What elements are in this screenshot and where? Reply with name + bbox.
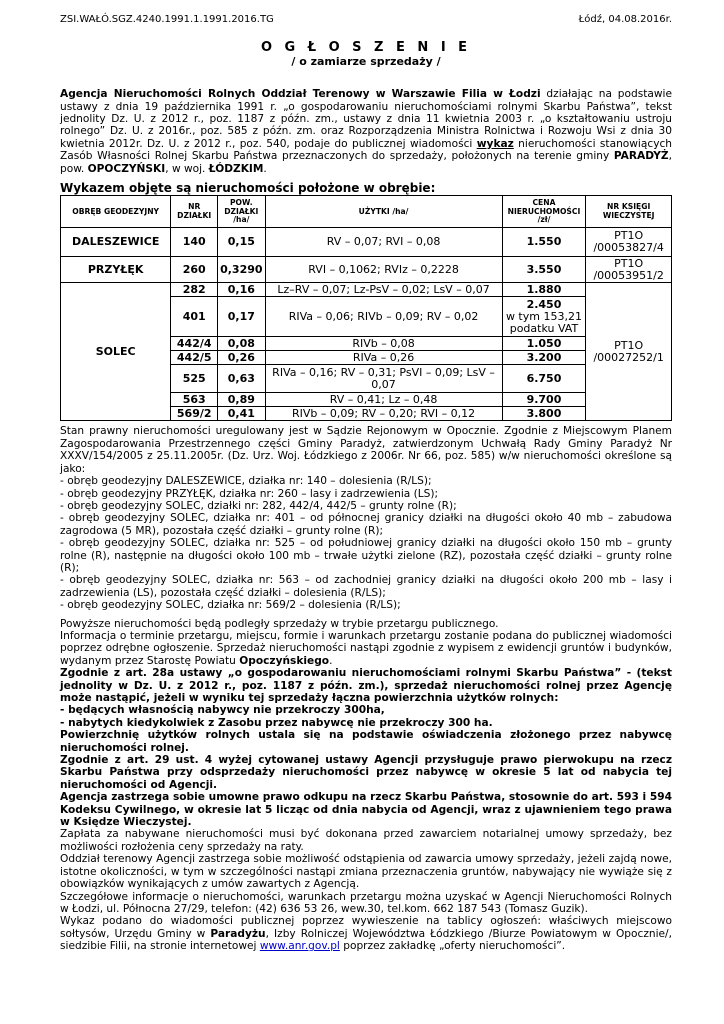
price: 3.200 — [502, 351, 586, 365]
col-header: NR DZIAŁKI — [171, 196, 218, 228]
posting-text: , Izby Rolniczej Województwa Łódzkiego /Biurze Powiatowym w Opocznie/, siedzibie Filii, na stronie internetowej — [60, 927, 672, 953]
parcel-number: 442/5 — [171, 351, 218, 365]
wykaz-word: wykaz — [476, 137, 514, 150]
parcel-area: 0,41 — [218, 407, 265, 421]
price — [502, 297, 586, 337]
price: 9.700 — [502, 393, 586, 407]
land-use: Lz–RV – 0,07; Lz-PsV – 0,02; LsV – 0,07 — [265, 283, 502, 297]
payment-paragraph: Zapłata za nabywane nieruchomości musi być dokonana przed zawarciem notarialnej umowy sprzedaży, bez możliwości rozłożenia ceny sprzedaży na raty. — [60, 828, 672, 853]
land-register-number: PT1O /00053951/2 — [586, 257, 672, 283]
obreb-cell: PRZYŁĘK — [61, 257, 171, 283]
price: 6.750 — [502, 365, 586, 393]
document-header — [60, 14, 672, 26]
parcel-number: 525 — [171, 365, 218, 393]
parcel-number: 563 — [171, 393, 218, 407]
designation-item: - obręb geodezyjny SOLEC, działka nr: 525 – od południowej granicy działki na długości około 150 mb – grunty rolne (R), następnie na długości około 100 mb – trwałe użytki zielone (RZ), pozostała część działki – grunty rolne (R); — [60, 537, 672, 574]
document-subtitle: / o zamiarze sprzedaży / — [291, 54, 441, 68]
land-use: RIVa – 0,06; RIVb – 0,09; RV – 0,02 — [265, 297, 502, 337]
posting-text: poprzez zakładkę „oferty nieruchomości”. — [339, 940, 566, 953]
obreb-cell: DALESZEWICE — [61, 228, 171, 257]
woj-name: ŁÓDZKIM — [208, 162, 264, 175]
info-paragraph — [60, 630, 672, 667]
designation-item: - obręb geodezyjny SOLEC, działka nr: 401 – od północnej granicy działki na długości około 40 mb – zabudowa zagrodowa (5 MR), pozostała część działki – grunty rolne (R); — [60, 512, 672, 537]
intro-text: działając na podstawie ustawy z dnia 19 października 1991 r. „o gospodarowaniu nieruchomościami rolnymi Skarbu Państwa”, tekst jednolity Dz. U. z 2012 r., poz. 1187 z późn. zm., ustawy z dnia 11 kwietnia 2003 r. „o kształtowaniu ustroju rolnego” Dz. U. z 2016r., poz. 585 z późn. zm. oraz Rozporządzenia Ministra Rolnictwa i Rozwoju Wsi z dnia 30 kwietnia 2012r. Dz. U. z 2012 r., poz. 540, podaje do publicznej wiadomości — [60, 88, 672, 150]
designation-item: - obręb geodezyjny DALESZEWICE, działka nr: 140 – dolesienia (R/LS); — [60, 475, 432, 488]
land-use: RIVa – 0,16; RV – 0,31; PsVI – 0,09; LsV – 0,07 — [265, 365, 502, 393]
land-register-number: PT1O /00053827/4 — [586, 228, 672, 257]
price: 3.800 — [502, 407, 586, 421]
tender-notice: Powyższe nieruchomości będą podległy sprzedaży w trybie przetargu publicznego. — [60, 617, 499, 630]
art28-paragraph: Zgodnie z art. 28a ustawy „o gospodarowaniu nieruchomościami rolnymi Skarbu Państwa” - (tekst jednolity w Dz. U. z 2012 r., poz. 1187 z późn. zm.), sprzedaż nieruchomości rolnej przez Agencję może nastąpić, jeżeli w wyniku tej sprzedaży łączna powierzchnia użytków rolnych: — [60, 667, 672, 704]
designation-item: - obręb geodezyjny SOLEC, działka nr: 569/2 – dolesienia (R/LS); — [60, 599, 401, 612]
art29-paragraph: Zgodnie z art. 29 ust. 4 wyżej cytowanej ustawy Agencji przysługuje prawo pierwokupu na rzecz Skarbu Państwa przy odsprzedaży nieruchomości przez nabywcę w okresie 5 lat od nabycia tej nieruchomości od Agencji. — [60, 754, 672, 791]
info-text: . — [329, 654, 333, 667]
price-note: w tym 153,21 podatku VAT — [505, 309, 582, 335]
price-value: 2.450 — [526, 297, 562, 311]
designation-item: - obręb geodezyjny SOLEC, działka nr: 563 – od zachodniej granicy działki na długości około 200 mb – lasy i zadrzewienia (LS), pozostała część działki – dolesienia (R/LS); — [60, 574, 672, 599]
col-header: UŻYTKI /ha/ — [265, 196, 502, 228]
table-row — [61, 283, 672, 297]
agency-name: Agencja Nieruchomości Rolnych Oddział Terenowy w Warszawie Filia w Łodzi — [60, 88, 541, 101]
parcel-area: 0,17 — [218, 297, 265, 337]
parcel-area: 0,63 — [218, 365, 265, 393]
parcel-number: 401 — [171, 297, 218, 337]
col-header: OBRĘB GEODEZYJNY — [61, 196, 171, 228]
col-header: NR KSIĘGI WIECZYSTEJ — [586, 196, 672, 228]
parcel-number: 282 — [171, 283, 218, 297]
legal-status: Stan prawny nieruchomości uregulowany jest w Sądzie Rejonowym w Opocznie. Zgodnie z Miejscowym Planem Zagospodarowania Przestrzennego części Gminy Paradyż, zatwierdzonym Uchwałą Rady Gminy Paradyż Nr XXXV/154/2005 z 25.11.2005r. (Dz. Urz. Woj. Łódzkiego z 2006r. Nr 66, poz. 585) w/w nieruchomości określone są jako: — [60, 425, 672, 475]
gmina-office: Paradyżu — [210, 927, 266, 940]
table-row — [61, 228, 672, 257]
land-use: RV – 0,07; RVI – 0,08 — [265, 228, 502, 257]
art28-condition: - nabytych kiedykolwiek z Zasobu przez nabywcę nie przekroczy 300 ha. — [60, 716, 493, 729]
land-use: RIVa – 0,26 — [265, 351, 502, 365]
reserve-paragraph: Agencja zastrzega sobie umowne prawo odkupu na rzecz Skarbu Państwa, stosownie do art. 593 i 594 Kodeksu Cywilnego, w okresie lat 5 licząc od dnia nabycia od Agencji, wraz z ujawnieniem tego prawa w Księdze Wieczystej. — [60, 791, 672, 829]
table-header-row — [61, 196, 672, 228]
intro-text: , w woj. — [165, 162, 209, 175]
designation-item: - obręb geodezyjny PRZYŁĘK, działka nr: 260 – lasy i zadrzewienia (LS); — [60, 487, 439, 500]
art28-condition: - będących własnością nabywcy nie przekroczy 300ha, — [60, 704, 385, 717]
powiat-name: OPOCZYŃSKI — [87, 162, 166, 175]
intro-text: nieruchomości stanowiących Zasób Własności Rolnej Skarbu Państwa przeznaczonych do sprzedaży, położonych na terenie gminy — [60, 137, 672, 163]
parcel-number: 442/4 — [171, 337, 218, 351]
intro-text: , pow. — [60, 150, 672, 175]
intro-text: . — [263, 162, 267, 175]
obreb-cell: SOLEC — [61, 283, 171, 421]
document-page — [60, 14, 672, 953]
land-use: RVI – 0,1062; RVIz – 0,2228 — [265, 257, 502, 283]
price: 1.550 — [502, 228, 586, 257]
anr-website-link[interactable]: www.anr.gov.pl — [259, 940, 340, 953]
parcel-number: 260 — [171, 257, 218, 283]
parcel-number: 140 — [171, 228, 218, 257]
col-header: CENA NIERUCHOMOŚCI /zł/ — [502, 196, 586, 228]
land-use: RIVb – 0,08 — [265, 337, 502, 351]
parcel-area: 0,89 — [218, 393, 265, 407]
table-row — [61, 257, 672, 283]
info-text: Informacja o terminie przetargu, miejscu, formie i warunkach przetargu zostanie podana do publicznej wiadomości poprzez odrębne ogłoszenie. Sprzedaż nieruchomości nastąpi zgodnie z wypisem z ewidencji gruntów i budynków, wydanym przez Starostę Powiatu — [60, 629, 672, 667]
gmina-name: PARADYŻ — [613, 150, 669, 163]
posting-text: Wykaz podano do wiadomości publicznej poprzez wywieszenie na tablicy ogłoszeń: właściwych miejscowo sołtysów, Urzędu Gminy w — [60, 915, 672, 940]
parcel-area: 0,26 — [218, 351, 265, 365]
price: 1.880 — [502, 283, 586, 297]
parcel-number: 569/2 — [171, 407, 218, 421]
designation-item: - obręb geodezyjny SOLEC, działki nr: 282, 442/4, 442/5 – grunty rolne (R); — [60, 499, 457, 512]
parcel-area: 0,3290 — [218, 257, 265, 283]
reference-number: ZSI.WAŁÓ.SGZ.4240.1991.1.1991.2016.TG — [60, 14, 274, 25]
col-header: POW. DZIAŁKI /ha/ — [218, 196, 265, 228]
properties-table — [60, 195, 672, 421]
land-use: RIVb – 0,09; RV – 0,20; RVI – 0,12 — [265, 407, 502, 421]
land-register-number: PT1O /00027252/1 — [586, 283, 672, 421]
list-heading: Wykazem objęte są nieruchomości położone w obrębie: — [60, 181, 436, 196]
parcel-area: 0,15 — [218, 228, 265, 257]
parcel-area: 0,16 — [218, 283, 265, 297]
withdraw-paragraph: Oddział terenowy Agencji zastrzega sobie możliwość odstąpienia od zawarcia umowy sprzedaży, jeżeli zajdą nowe, istotne okoliczności, w tym w szczególności nastąpi zmiana przeznaczenia gruntów, nabywający nie wywiąże się z obowiązków wynikających z umów zawartych z Agencją. — [60, 853, 672, 891]
declaration-paragraph: Powierzchnię użytków rolnych ustala się na podstawie oświadczenia złożonego przez nabywcę nieruchomości rolnej. — [60, 729, 672, 754]
intro-paragraph — [60, 88, 672, 175]
posting-paragraph — [60, 915, 672, 952]
price: 1.050 — [502, 337, 586, 351]
parcel-area: 0,08 — [218, 337, 265, 351]
document-title: O G Ł O S Z E N I E — [260, 40, 472, 56]
land-use: RV – 0,41; Lz – 0,48 — [265, 393, 502, 407]
contact-paragraph: Szczegółowe informacje o nieruchomości, warunkach przetargu można uzyskać w Agencji Nieruchomości Rolnych w Łodzi, ul. Północna 27/29, telefon: (42) 636 53 26, wew.30, tel.kom. 662 187 543 (Tomasz Guzik). — [60, 890, 672, 915]
place-date: Łódź, 04.08.2016r. — [578, 14, 672, 25]
starosta-name: Opoczyńskiego — [239, 654, 330, 667]
price: 3.550 — [502, 257, 586, 283]
